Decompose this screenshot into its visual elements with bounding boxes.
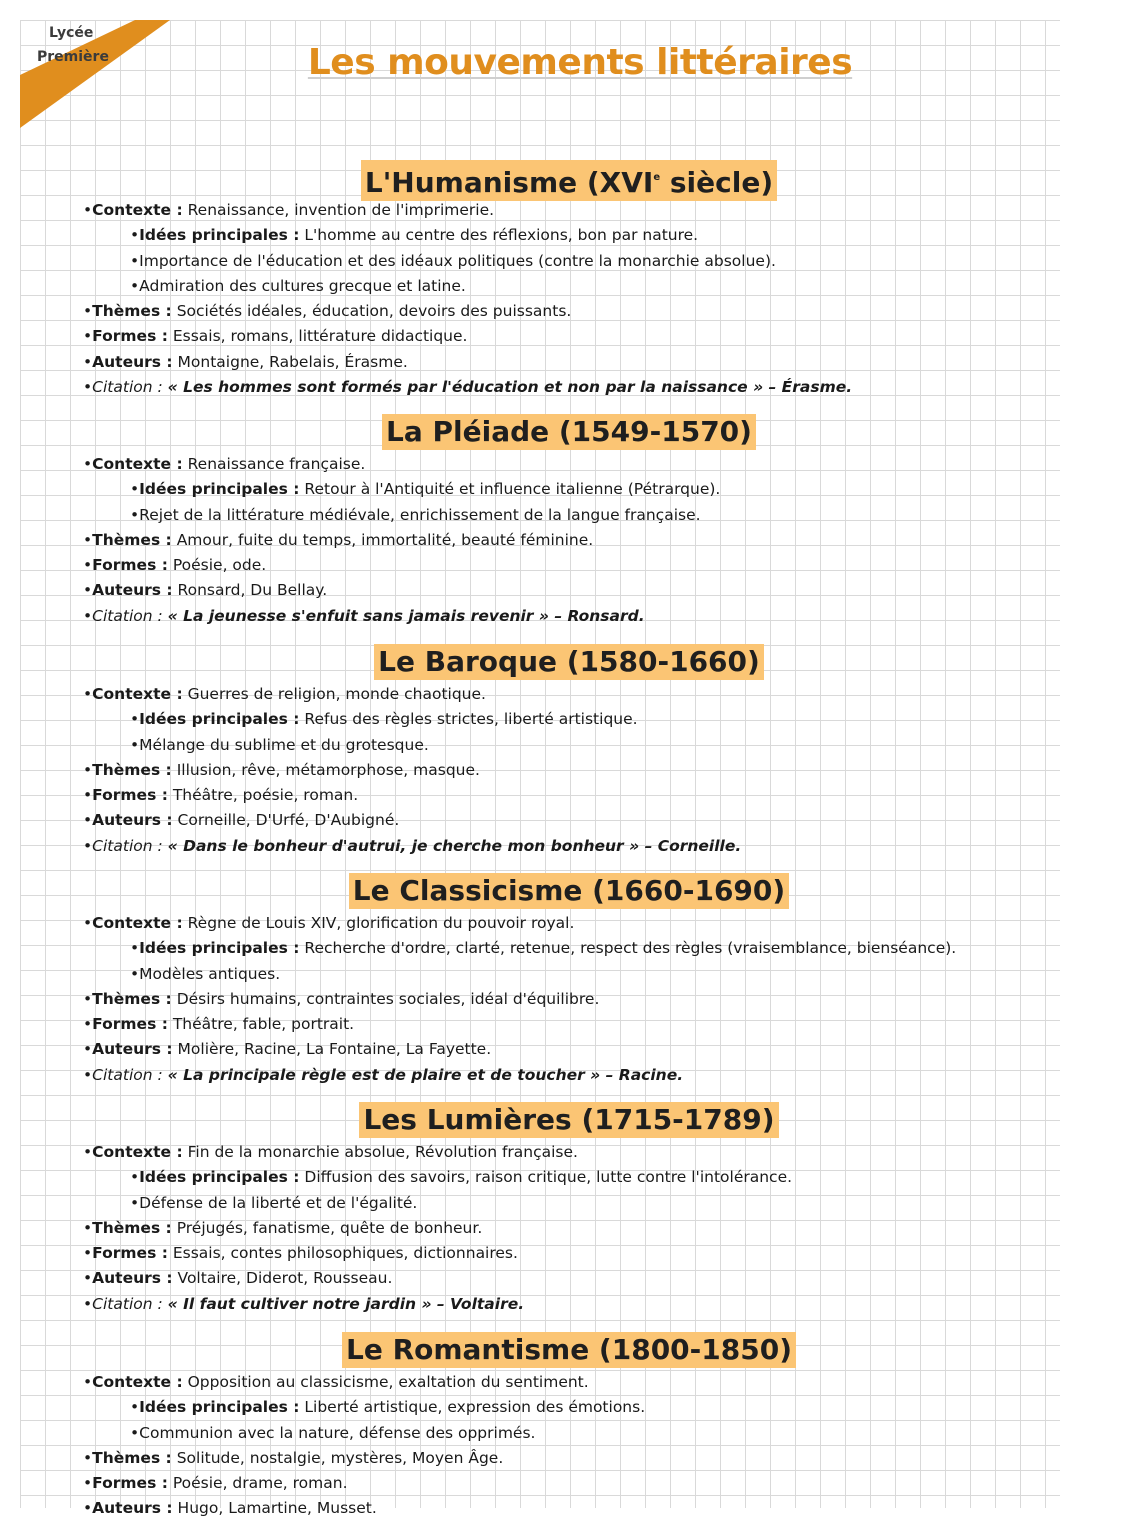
page-title: Les mouvements littéraires bbox=[307, 42, 853, 83]
contexte-line: •Contexte : Guerres de religion, monde chaotique. bbox=[83, 685, 486, 703]
contexte-line: •Contexte : Renaissance, invention de l'imprimerie. bbox=[83, 201, 495, 219]
themes-line: •Thèmes : Amour, fuite du temps, immortalité, beauté féminine. bbox=[83, 530, 594, 549]
auteurs-line: •Auteurs : Voltaire, Diderot, Rousseau. bbox=[83, 1269, 393, 1288]
idee-extra-line: •Importance de l'éducation et des idéaux politiques (contre la monarchie absolue). bbox=[130, 251, 776, 270]
movement-heading: Le Romantisme (1800-1850) bbox=[20, 1330, 1060, 1370]
citation-line: •Citation : « Il faut cultiver notre jardin » – Voltaire. bbox=[83, 1294, 525, 1313]
movement-section bbox=[20, 1330, 1060, 1522]
movement-heading: Les Lumières (1715-1789) bbox=[20, 1100, 1060, 1140]
idee-extra-line: •Communion avec la nature, défense des opprimés. bbox=[130, 1423, 536, 1442]
movement-heading: Le Classicisme (1660-1690) bbox=[20, 871, 1060, 911]
badge-school-level: Lycée bbox=[49, 25, 94, 41]
idees-line: •Idées principales : Recherche d'ordre, clarté, retenue, respect des règles (vraisemblance, bienséance). bbox=[130, 939, 957, 958]
movement-section bbox=[20, 158, 1060, 400]
idees-line: •Idées principales : Diffusion des savoirs, raison critique, lutte contre l'intolérance. bbox=[130, 1168, 793, 1187]
idees-line: •Idées principales : L'homme au centre des réflexions, bon par nature. bbox=[130, 226, 699, 245]
idees-line: •Idées principales : Liberté artistique, expression des émotions. bbox=[130, 1398, 646, 1417]
badge-class-level: Première bbox=[37, 49, 109, 65]
themes-line: •Thèmes : Sociétés idéales, éducation, devoirs des puissants. bbox=[83, 302, 572, 321]
contexte-line: •Contexte : Fin de la monarchie absolue, Révolution française. bbox=[83, 1143, 578, 1161]
formes-line: •Formes : Théâtre, fable, portrait. bbox=[83, 1015, 355, 1034]
heading-superscript: e bbox=[653, 172, 661, 183]
movement-section bbox=[20, 412, 1060, 629]
idee-extra-line: •Admiration des cultures grecque et latine. bbox=[130, 276, 466, 295]
themes-line: •Thèmes : Illusion, rêve, métamorphose, masque. bbox=[83, 760, 480, 779]
movement-section bbox=[20, 642, 1060, 859]
movement-heading: L'Humanisme (XVIe siècle) bbox=[20, 158, 1060, 198]
citation-line: •Citation : « La jeunesse s'enfuit sans jamais revenir » – Ronsard. bbox=[83, 606, 645, 625]
idee-extra-line: •Rejet de la littérature médiévale, enrichissement de la langue française. bbox=[130, 505, 701, 524]
auteurs-line: •Auteurs : Molière, Racine, La Fontaine, La Fayette. bbox=[83, 1040, 492, 1059]
auteurs-line: •Auteurs : Hugo, Lamartine, Musset. bbox=[83, 1499, 377, 1518]
formes-line: •Formes : Théâtre, poésie, roman. bbox=[83, 786, 359, 805]
contexte-line: •Contexte : Règne de Louis XIV, glorification du pouvoir royal. bbox=[83, 914, 575, 932]
idee-extra-line: •Mélange du sublime et du grotesque. bbox=[130, 735, 429, 754]
formes-line: •Formes : Essais, romans, littérature didactique. bbox=[83, 327, 468, 346]
movement-heading: La Pléiade (1549-1570) bbox=[20, 412, 1060, 452]
citation-line: •Citation : « La principale règle est de plaire et de toucher » – Racine. bbox=[83, 1065, 684, 1084]
movement-section bbox=[20, 1100, 1060, 1317]
auteurs-line: •Auteurs : Corneille, D'Urfé, D'Aubigné. bbox=[83, 811, 400, 830]
citation-line: •Citation : « Les hommes sont formés par l'éducation et non par la naissance » – Érasme. bbox=[83, 378, 853, 397]
themes-line: •Thèmes : Solitude, nostalgie, mystères, Moyen Âge. bbox=[83, 1448, 504, 1467]
formes-line: •Formes : Poésie, ode. bbox=[83, 556, 267, 575]
formes-line: •Formes : Essais, contes philosophiques, dictionnaires. bbox=[83, 1244, 518, 1263]
auteurs-line: •Auteurs : Ronsard, Du Bellay. bbox=[83, 581, 328, 600]
idee-extra-line: •Modèles antiques. bbox=[130, 964, 281, 983]
themes-line: •Thèmes : Désirs humains, contraintes sociales, idéal d'équilibre. bbox=[83, 989, 600, 1008]
auteurs-line: •Auteurs : Montaigne, Rabelais, Érasme. bbox=[83, 352, 408, 371]
movement-heading: Le Baroque (1580-1660) bbox=[20, 642, 1060, 682]
idees-line: •Idées principales : Retour à l'Antiquité et influence italienne (Pétrarque). bbox=[130, 480, 721, 499]
idee-extra-line: •Défense de la liberté et de l'égalité. bbox=[130, 1193, 418, 1212]
contexte-line: •Contexte : Renaissance française. bbox=[83, 455, 366, 473]
contexte-line: •Contexte : Opposition au classicisme, exaltation du sentiment. bbox=[83, 1373, 589, 1391]
idees-line: •Idées principales : Refus des règles strictes, liberté artistique. bbox=[130, 710, 638, 729]
movement-section bbox=[20, 871, 1060, 1088]
grid-paper-page bbox=[20, 20, 1060, 1518]
citation-line: •Citation : « Dans le bonheur d'autrui, je cherche mon bonheur » – Corneille. bbox=[83, 836, 742, 855]
formes-line: •Formes : Poésie, drame, roman. bbox=[83, 1474, 348, 1493]
themes-line: •Thèmes : Préjugés, fanatisme, quête de bonheur. bbox=[83, 1218, 483, 1237]
